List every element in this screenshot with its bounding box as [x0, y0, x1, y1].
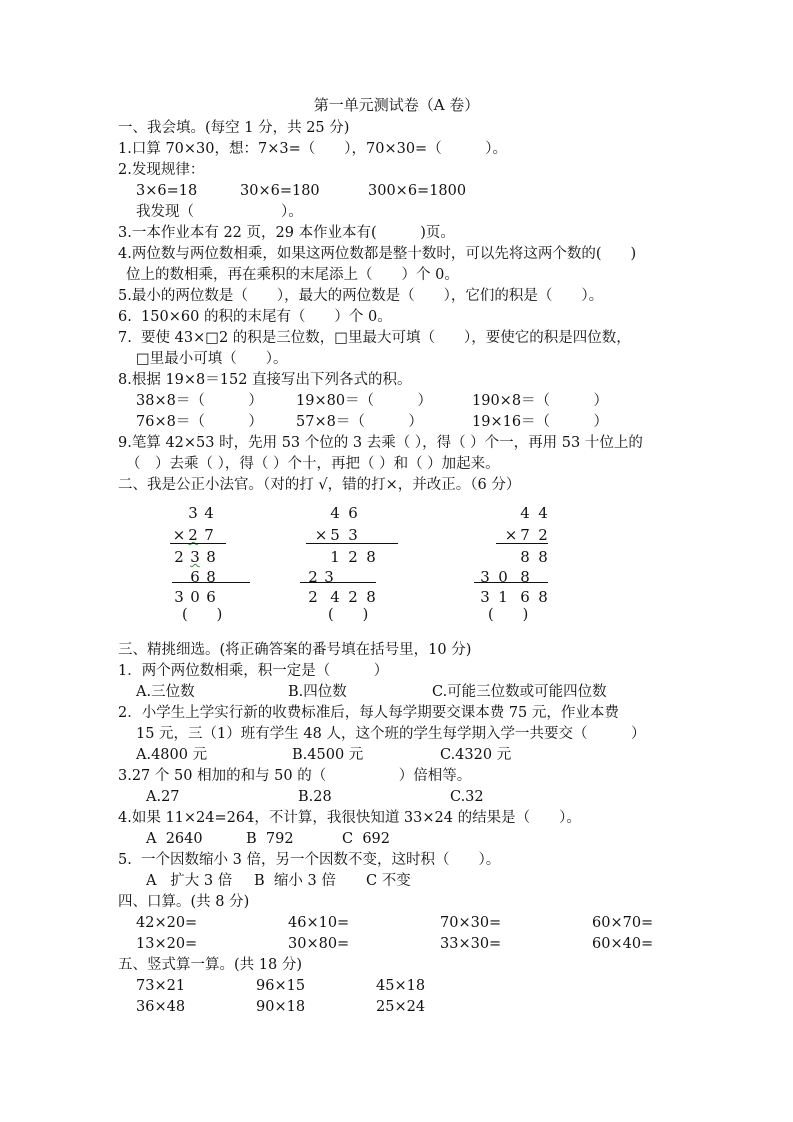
option: A.三位数 [136, 684, 195, 700]
digit: 3 [480, 588, 490, 606]
digit: 2 [188, 526, 198, 544]
question-3-2-cont: 15 元，三（1）班有学生 48 人，这个班的学生每学期入学一共要交（ ） [136, 726, 646, 742]
question-1-3: 3.一本作业本有 22 页，29 本作业本有( )页。 [118, 225, 455, 241]
digit: 2 [308, 568, 318, 586]
times-sign: × [504, 526, 518, 544]
question-1-9: 9.笔算 42×53 时，先用 53 个位的 3 去乘（ ），得（ ）个一，再用 53 十位上的 [118, 435, 643, 451]
calc-rule [172, 582, 250, 583]
digit: 3 [348, 526, 358, 544]
digit: 1 [330, 548, 340, 566]
product-item: 19×16＝（ ） [472, 414, 609, 430]
pattern-finding: 我发现（ ）。 [136, 204, 303, 220]
digit: 4 [204, 504, 214, 522]
question-3-1: 1．两个两位数相乘，积一定是（ ） [118, 663, 389, 679]
digit: 6 [190, 568, 200, 586]
digit: 2 [538, 526, 548, 544]
option: B 792 [246, 831, 294, 847]
digit: 0 [498, 568, 508, 586]
times-sign: × [172, 526, 186, 544]
pattern-item: 3×6=18 [136, 183, 198, 199]
digit: 3 [188, 504, 198, 522]
calc-rule [170, 543, 226, 544]
digit: 3 [190, 548, 200, 566]
option: C.4320 元 [440, 747, 512, 763]
digit: 5 [330, 526, 340, 544]
digit: 8 [366, 548, 376, 566]
calc-rule [306, 543, 398, 544]
question-3-5: 5. 一个因数缩小 3 倍，另一个因数不变，这时积（ ）。 [118, 852, 501, 868]
digit: 3 [324, 568, 334, 586]
option: A 2640 [146, 831, 203, 847]
digit: 3 [174, 588, 184, 606]
option: C 692 [342, 831, 390, 847]
oral-calc-item: 60×70= [592, 915, 654, 931]
digit: 7 [520, 526, 530, 544]
oral-calc-item: 42×20= [136, 915, 198, 931]
option: C.32 [450, 789, 484, 805]
digit: 8 [520, 568, 530, 586]
option: B.28 [298, 789, 332, 805]
oral-calc-item: 30×80= [288, 936, 350, 952]
digit: 1 [498, 588, 508, 606]
question-1-7: 7. 要使 43×□2 的积是三位数，□里最大可填（ ），要使它的积是四位数， [118, 330, 631, 346]
written-calc-item: 96×15 [256, 978, 306, 994]
section3-heading: 三、精挑细选。(将正确答案的番号填在括号里，10 分) [118, 642, 472, 658]
question-3-2: 2．小学生上学实行新的收费标准后，每人每学期要交课本费 75 元，作业本费 [118, 705, 619, 721]
section2-heading: 二、我是公正小法官。（对的打 √，错的打×，并改正。（6 分） [118, 477, 521, 493]
product-item: 76×8＝（ ） [136, 414, 263, 430]
digit: 6 [348, 504, 358, 522]
pattern-item: 300×6=1800 [368, 183, 467, 199]
digit: 8 [538, 548, 548, 566]
written-calc-item: 73×21 [136, 978, 186, 994]
product-item: 19×80＝（ ） [296, 393, 433, 409]
digit: 8 [538, 588, 548, 606]
pattern-item: 30×6=180 [240, 183, 320, 199]
written-calc-item: 36×48 [136, 999, 186, 1015]
question-1-5: 5.最小的两位数是（ ），最大的两位数是（ ），它们的积是（ ）。 [118, 288, 604, 304]
oral-calc-item: 46×10= [288, 915, 350, 931]
digit: 0 [190, 588, 200, 606]
section1-heading: 一、我会填。(每空 1 分，共 25 分) [118, 120, 350, 136]
digit: 8 [206, 548, 216, 566]
digit: 8 [366, 588, 376, 606]
digit: 8 [520, 548, 530, 566]
question-3-4: 4.如果 11×24=264，不计算，我很快知道 33×24 的结果是（ ）。 [118, 810, 581, 826]
calc-rule [496, 543, 548, 544]
written-calc-item: 25×24 [376, 999, 426, 1015]
option: B 缩小 3 倍 [254, 873, 336, 889]
option: C 不变 [366, 873, 411, 889]
oral-calc-item: 60×40= [592, 936, 654, 952]
answer-parens[interactable]: ( ) [328, 607, 369, 623]
product-item: 190×8＝（ ） [472, 393, 609, 409]
digit: 6 [520, 588, 530, 606]
question-1-6: 6. 150×60 的积的末尾有（ ）个 0。 [118, 309, 392, 325]
answer-parens[interactable]: ( ) [182, 607, 223, 623]
oral-calc-item: 70×30= [440, 915, 502, 931]
digit: 3 [480, 568, 490, 586]
page-title: 第一单元测试卷（A 卷） [313, 96, 480, 114]
times-sign: × [314, 526, 328, 544]
option: A.27 [146, 789, 180, 805]
product-item: 57×8＝（ ） [296, 414, 423, 430]
digit: 6 [206, 588, 216, 606]
question-1-7-cont: □里最小可填（ ）。 [136, 351, 288, 367]
question-1-4: 4.两位数与两位数相乘，如果这两位数都是整十数时，可以先将这两个数的( ) [118, 246, 637, 262]
option: A.4800 元 [136, 747, 208, 763]
question-1-2: 2.发现规律： [118, 162, 205, 178]
option: B.4500 元 [292, 747, 364, 763]
product-item: 38×8＝（ ） [136, 393, 263, 409]
digit: 2 [348, 548, 358, 566]
answer-parens[interactable]: ( ) [488, 607, 529, 623]
digit: 2 [174, 548, 184, 566]
question-1-4-cont: 位上的数相乘，再在乘积的末尾添上（ ）个 0。 [126, 267, 459, 283]
oral-calc-item: 13×20= [136, 936, 198, 952]
oral-calc-item: 33×30= [440, 936, 502, 952]
calc-rule [300, 582, 376, 583]
option: B.四位数 [288, 684, 347, 700]
question-1-9-cont: （ ）去乘（ ），得（ ）个十，再把（ ）和（ ）加起来。 [126, 456, 500, 472]
written-calc-item: 45×18 [376, 978, 426, 994]
digit: 4 [538, 504, 548, 522]
question-1-8: 8.根据 19×8＝152 直接写出下列各式的积。 [118, 372, 412, 388]
digit: 7 [204, 526, 214, 544]
option: C.可能三位数或可能四位数 [432, 684, 607, 700]
question-3-3: 3.27 个 50 相加的和与 50 的（ ）倍相等。 [118, 768, 472, 784]
section4-heading: 四、口算。(共 8 分) [118, 894, 250, 910]
calc-rule [474, 582, 548, 583]
digit: 4 [520, 504, 530, 522]
digit: 4 [330, 504, 340, 522]
digit: 2 [308, 588, 318, 606]
digit: 2 [348, 588, 358, 606]
section5-heading: 五、竖式算一算。(共 18 分) [118, 957, 302, 973]
digit: 8 [206, 568, 216, 586]
digit: 4 [330, 588, 340, 606]
question-1-1: 1.口算 70×30，想：7×3=（ ），70×30=（ ）。 [118, 141, 507, 157]
option: A 扩大 3 倍 [146, 873, 233, 889]
written-calc-item: 90×18 [256, 999, 306, 1015]
